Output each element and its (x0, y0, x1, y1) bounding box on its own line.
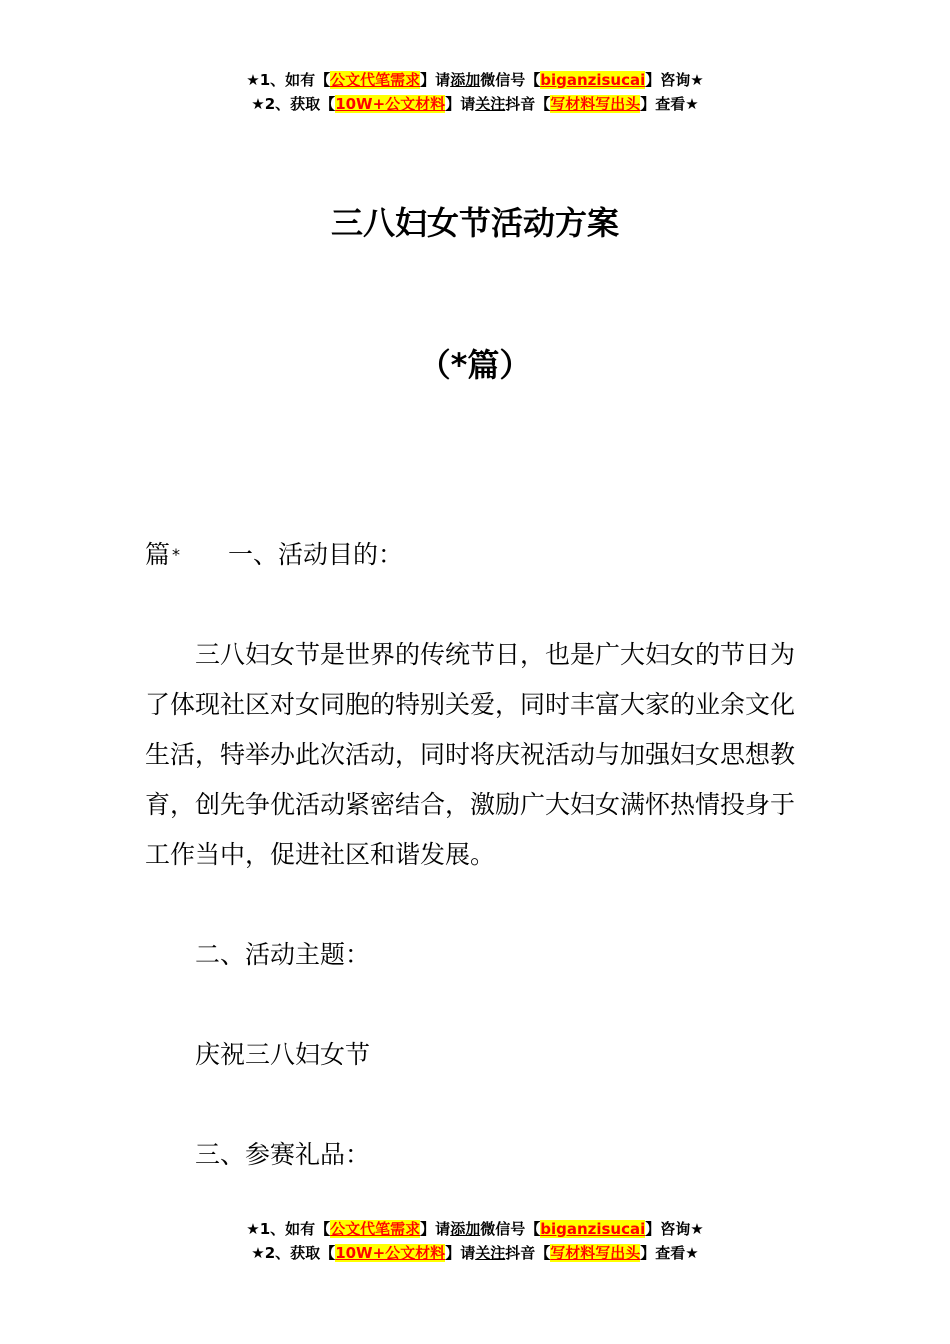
banner-highlight: 10W+公文材料 (335, 1244, 446, 1262)
section-1-prefix: 篇 (145, 540, 171, 569)
banner-text: 】咨询★ (645, 71, 704, 89)
banner-underline: 添加 (450, 71, 481, 89)
footer-banner (0, 1217, 950, 1265)
banner-line-1 (0, 68, 950, 92)
banner-line-2 (0, 92, 950, 116)
section-3-heading: 三、参赛礼品： (195, 1140, 371, 1169)
banner-highlight: 写材料写出头 (550, 95, 641, 113)
document-subtitle: （*篇） (418, 346, 532, 384)
banner-text: 】请 (420, 1220, 451, 1238)
banner-underline: 关注 (475, 95, 506, 113)
banner-text: 】请 (445, 95, 476, 113)
section-1-mark: * (172, 545, 181, 564)
section-1-paragraph: 三八妇女节是世界的传统节日，也是广大妇女的节日为了体现社区对女同胞的特别关爱，同时丰富大家的业余文化生活，特举办此次活动，同时将庆祝活动与加强妇女思想教育，创先争优活动紧密结合，激励广大妇女满怀热情投身于工作当中，促进社区和谐发展。 (145, 640, 796, 869)
banner-line-2 (0, 1241, 950, 1265)
banner-text: ★2、获取【 (251, 95, 336, 113)
section-2-heading: 二、活动主题： (195, 940, 371, 969)
banner-highlight: 写材料写出头 (550, 1244, 641, 1262)
banner-text: 抖音【 (505, 95, 551, 113)
banner-highlight: biganzisucai (540, 1220, 646, 1238)
banner-text: 】请 (445, 1244, 476, 1262)
header-banner (0, 68, 950, 116)
banner-line-1 (0, 1217, 950, 1241)
banner-highlight: 10W+公文材料 (335, 95, 446, 113)
banner-highlight: biganzisucai (540, 71, 646, 89)
banner-text: 】查看★ (640, 95, 699, 113)
banner-text: 微信号【 (480, 71, 541, 89)
banner-text: ★1、如有【 (246, 71, 331, 89)
banner-underline: 关注 (475, 1244, 506, 1262)
banner-text: ★2、获取【 (251, 1244, 336, 1262)
banner-underline: 添加 (450, 1220, 481, 1238)
banner-highlight: 公文代笔需求 (330, 71, 421, 89)
banner-text: 】查看★ (640, 1244, 699, 1262)
document-title: 三八妇女节活动方案 (330, 204, 619, 242)
section-1-heading-row (145, 530, 403, 580)
section-1-heading: 一、活动目的： (228, 540, 404, 569)
banner-highlight: 公文代笔需求 (330, 1220, 421, 1238)
banner-text: 】咨询★ (645, 1220, 704, 1238)
banner-text: ★1、如有【 (246, 1220, 331, 1238)
section-2-body: 庆祝三八妇女节 (195, 1040, 371, 1069)
banner-text: 】请 (420, 71, 451, 89)
banner-text: 微信号【 (480, 1220, 541, 1238)
banner-text: 抖音【 (505, 1244, 551, 1262)
